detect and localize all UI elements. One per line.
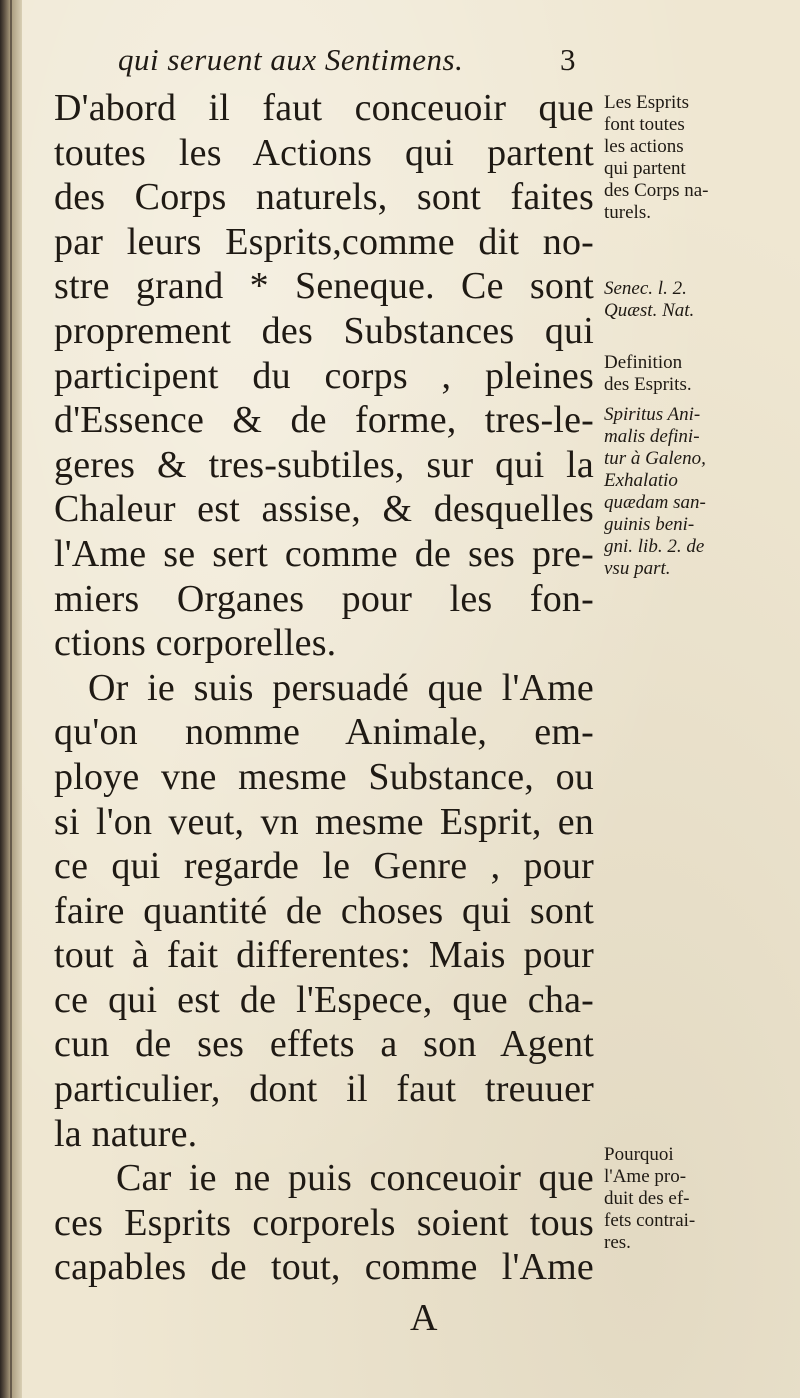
margin-note-line: Exhalatio bbox=[604, 470, 678, 491]
text-line: participent du corps , pleines bbox=[54, 354, 594, 397]
text-line: miers Organes pour les fon- bbox=[54, 577, 594, 620]
margin-note-line: Definition bbox=[604, 352, 683, 373]
text-line: capables de tout, comme l'Ame bbox=[54, 1246, 594, 1289]
text-line: ce qui est de l'Espece, que cha- bbox=[54, 978, 594, 1021]
text-line: toutes les Actions qui partent bbox=[54, 131, 594, 174]
text-line: si l'on veut, vn mesme Esprit, en bbox=[54, 800, 594, 843]
text-line: la nature. bbox=[54, 1112, 198, 1155]
margin-note-line: des Esprits. bbox=[604, 374, 692, 395]
margin-note-line: tur à Galeno, bbox=[604, 448, 706, 469]
text-line: tout à fait differentes: Mais pour bbox=[54, 934, 594, 977]
margin-note-line: Les Esprits bbox=[604, 92, 689, 113]
text-line: ces Esprits corporels soient tous bbox=[54, 1201, 594, 1244]
margin-note-galen bbox=[604, 404, 800, 580]
text-line: qu'on nomme Animale, em- bbox=[54, 711, 594, 754]
text-line: particulier, dont il faut treuuer bbox=[54, 1068, 594, 1111]
text-line: cun de ses effets a son Agent bbox=[54, 1023, 594, 1066]
signature-mark: A bbox=[410, 1297, 438, 1339]
text-line: par leurs Esprits,comme dit no- bbox=[54, 220, 594, 263]
text-line: Chaleur est assise, & desquelles bbox=[54, 488, 594, 531]
margin-note-line: font toutes bbox=[604, 114, 685, 135]
margin-note-line: gni. lib. 2. de bbox=[604, 536, 705, 557]
margin-note-line: vsu part. bbox=[604, 558, 671, 579]
text-line: stre grand * Seneque. Ce sont bbox=[54, 265, 594, 308]
margin-note-esprits bbox=[604, 92, 800, 224]
margin-note-line: res. bbox=[604, 1232, 631, 1253]
gutter-line bbox=[10, 0, 12, 1398]
margin-note-line: des Corps na- bbox=[604, 180, 709, 201]
text-line: geres & tres-subtiles, sur qui la bbox=[54, 443, 594, 486]
margin-note-line: fets contrai- bbox=[604, 1210, 696, 1231]
margin-note-line: malis defini- bbox=[604, 426, 700, 447]
running-head: qui seruent aux Sentimens. bbox=[118, 42, 464, 77]
margin-note-line: turels. bbox=[604, 202, 651, 223]
margin-note-line: les actions bbox=[604, 136, 684, 157]
text-line: proprement des Substances qui bbox=[54, 309, 594, 352]
text-line: ploye vne mesme Substance, ou bbox=[54, 755, 594, 798]
text-line: Or ie suis persuadé que l'Ame bbox=[88, 666, 594, 709]
margin-note-definition bbox=[604, 352, 800, 396]
margin-note-line: Senec. l. 2. bbox=[604, 278, 687, 299]
margin-note-line: qui partent bbox=[604, 158, 686, 179]
text-line: faire quantité de choses qui sont bbox=[54, 889, 594, 932]
text-line: Car ie ne puis conceuoir que bbox=[116, 1157, 594, 1200]
margin-note-line: guinis beni- bbox=[604, 514, 695, 535]
margin-note-seneca bbox=[604, 278, 800, 322]
text-line: des Corps naturels, sont faites bbox=[54, 176, 594, 219]
text-line: ce qui regarde le Genre , pour bbox=[54, 845, 594, 888]
text-line: D'abord il faut conceuoir que bbox=[54, 87, 594, 129]
margin-note-line: Spiritus Ani- bbox=[604, 404, 701, 425]
main-text-block bbox=[54, 86, 594, 1290]
text-line: d'Essence & de forme, tres-le- bbox=[54, 399, 594, 442]
page-number: 3 bbox=[560, 42, 576, 77]
margin-note-line: quædam san- bbox=[604, 492, 706, 513]
margin-note-line: l'Ame pro- bbox=[604, 1166, 687, 1187]
margin-note-pourquoi bbox=[604, 1144, 800, 1254]
margin-note-line: Pourquoi bbox=[604, 1144, 674, 1165]
margin-note-line: duit des ef- bbox=[604, 1188, 690, 1209]
text-line: ctions corporelles. bbox=[54, 622, 337, 665]
text-line: l'Ame se sert comme de ses pre- bbox=[54, 532, 594, 575]
margin-note-line: Quæst. Nat. bbox=[604, 300, 695, 321]
